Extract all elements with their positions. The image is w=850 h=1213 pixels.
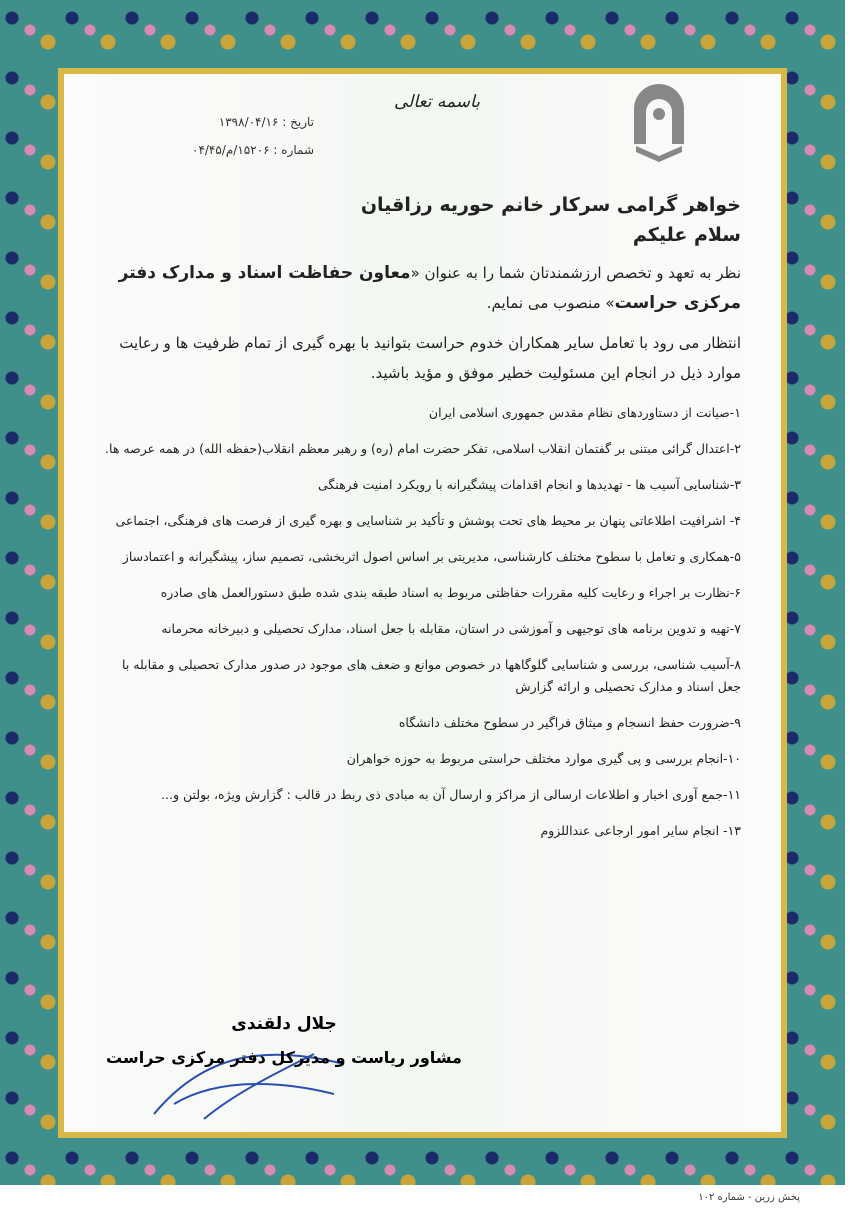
letter-body bbox=[104, 194, 741, 856]
duty-item: ۴- اشرافیت اطلاعاتی پنهان بر محیط های تحت پوشش و تأکید بر شناسایی و بهره گیری از فرصت های فرهنگی، اجتماعی bbox=[115, 513, 741, 528]
duty-item: ۱۰-انجام بررسی و پی گیری موارد مختلف حراستی مربوط به حوزه خواهران bbox=[346, 751, 741, 766]
letter-meta bbox=[144, 108, 314, 164]
number-label: شماره : bbox=[273, 143, 314, 157]
appointment-text bbox=[104, 258, 741, 318]
date-label: تاریخ : bbox=[282, 115, 314, 129]
recipient: خواهر گرامی سرکار خانم حوریه رزاقیان bbox=[360, 194, 741, 216]
position-title: معاون حفاظت اسناد و مدارک دفتر مرکزی حراست bbox=[118, 263, 741, 313]
signatory-name: جلال دلقندی bbox=[231, 1014, 337, 1034]
duty-item: ۷-تهیه و تدوین برنامه های توجیهی و آموزشی در استان، مقابله با جعل اسناد، مدارک تحصیلی و دبیرخانه محرمانه bbox=[161, 621, 741, 636]
date-value: ۱۳۹۸/۰۴/۱۶ bbox=[218, 115, 279, 129]
signature-block bbox=[104, 1014, 464, 1067]
invocation: باسمه تعالی bbox=[394, 92, 480, 112]
duty-item: ۱۱-جمع آوری اخبار و اطلاعات ارسالی از مراکز و ارسال آن به مبادی ذی ربط در قالب : گزارش ویژه، بولتن و... bbox=[161, 787, 741, 802]
duty-item: ۹-ضرورت حفظ انسجام و میثاق فراگیر در سطوح مختلف دانشگاه bbox=[398, 715, 741, 730]
duty-item: ۸-آسیب شناسی، بررسی و شناسایی گلوگاهها در خصوص موانع و ضعف های موجود در صدور مدارک تحصیلی و مقابله با جعل اسناد و مدارک تحصیلی و ارائه گزارش bbox=[122, 657, 741, 694]
number-value: ۱۵۲۰۶/م/۰۴/۴۵ bbox=[192, 143, 270, 157]
duties-list bbox=[104, 402, 741, 842]
expectation-text: انتظار می رود با تعامل سایر همکاران خدوم حراست بتوانید با بهره گیری از تمام ظرفیت ها و رعایت موارد ذیل در انجام این مسئولیت خطیر موفق و مؤید باشید. bbox=[119, 334, 741, 382]
intro-end: » منصوب می نمایم. bbox=[486, 294, 615, 312]
duty-item: ۱-صیانت از دستاوردهای نظام مقدس جمهوری اسلامی ایران bbox=[428, 405, 741, 420]
printer-footer: پخش زرین - شماره ۱۰۲ bbox=[698, 1192, 800, 1203]
greeting: سلام علیکم bbox=[632, 224, 741, 246]
signatory-title: مشاور ریاست و مدیرکل دفتر مرکزی حراست bbox=[106, 1048, 462, 1067]
duty-item: ۱۳- انجام سایر امور ارجاعی عنداللزوم bbox=[540, 823, 741, 838]
intro-text: نظر به تعهد و تخصص ارزشمندتان شما را به عنوان « bbox=[410, 264, 741, 282]
duty-item: ۶-نظارت بر اجراء و رعایت کلیه مقررات حفاظتی مربوط به اسناد طبقه بندی شده طبق دستورالعمل های صادره bbox=[160, 585, 741, 600]
duty-item: ۳-شناسایی آسیب ها - تهدیدها و انجام اقدامات پیشگیرانه با رویکرد امنیت فرهنگی bbox=[317, 477, 741, 492]
university-logo bbox=[624, 84, 694, 174]
duty-item: ۵-همکاری و تعامل با سطوح مختلف کارشناسی، مدیریتی بر اساس اصول اثربخشی، تصمیم ساز، پیشگیرانه و اعتمادساز bbox=[122, 549, 741, 564]
duty-item: ۲-اعتدال گرائی مبتنی بر گفتمان انقلاب اسلامی، تفکر حضرت امام (ره) و رهبر معظم انقلاب(حفظه الله) در همه عرصه ها. bbox=[105, 441, 741, 456]
letter-page bbox=[64, 74, 781, 1132]
